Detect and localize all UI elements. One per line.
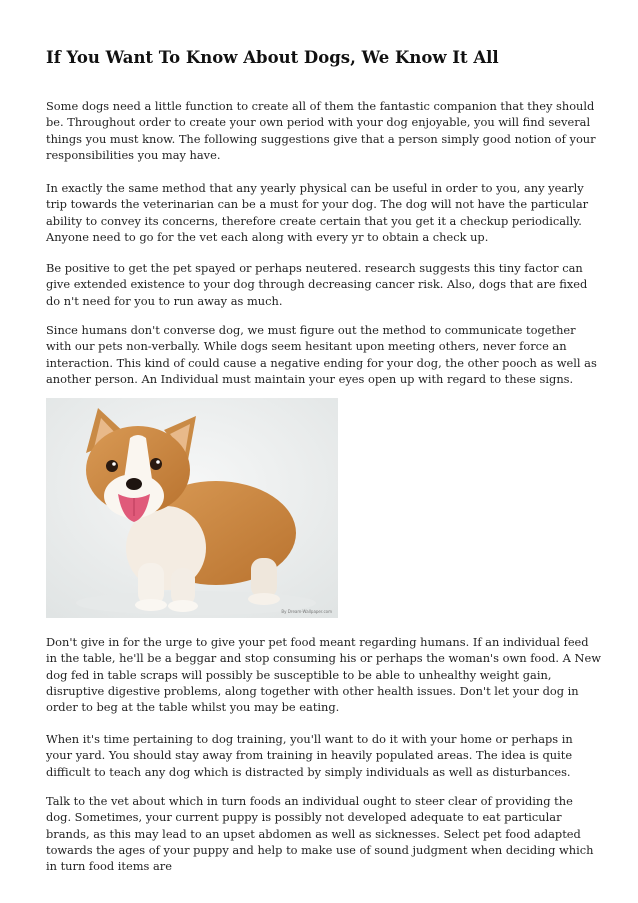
puppy-illustration (46, 398, 338, 618)
paragraph-3: Be positive to get the pet spayed or perhaps neutered. research suggests this tiny factor can give extended existence to your dog through decreasing cancer risk. Also, dogs that are fixed do n't need for you to run away as much. (46, 261, 588, 308)
paragraph-6: When it's time pertaining to dog training, you'll want to do it with your home or perhaps in your yard. You should stay away from training in heavily populated areas. The idea is quite difficult to teach any dog which is distracted by simply individuals as well as disturbances. (46, 732, 573, 779)
paragraph-5: Don't give in for the urge to give your pet food meant regarding humans. If an individual feed in the table, he'll be a beggar and stop consuming his or perhaps the woman's own food. A New dog fed in table scraps will possibly be susceptible to be able to unhealthy weight gain, disruptive digestive problems, along together with other health issues. Don't let your dog in order to beg at the table whilst you may be eating. (46, 635, 601, 715)
paragraph-1: Some dogs need a little function to create all of them the fantastic companion that they should be. Throughout order to create your own period with your dog enjoyable, you will find several things you must know. The following suggestions give that a person simply good notion of your responsibilities you may have. (46, 99, 596, 162)
paragraph-2: In exactly the same method that any yearly physical can be useful in order to you, any yearly trip towards the veterinarian can be a must for your dog. The dog will not have the particular ability to convey its concerns, therefore create certain that you get it a checkup periodically. Anyone need to go for the vet each along with every yr to obtain a check up. (46, 181, 589, 244)
photo-watermark: By Dream-Wallpaper.com (281, 609, 332, 614)
paragraph-7: Talk to the vet about which in turn foods an individual ought to steer clear of providing the dog. Sometimes, your current puppy is possibly not developed adequate to eat particular brands, as this may lead to an upset abdomen as well as sicknesses. Select pet food adapted towards the ages of your puppy and help to make use of sound judgment when deciding which in turn food items are (46, 794, 594, 874)
corgi-puppy-photo (46, 398, 338, 618)
page-title: If You Want To Know About Dogs, We Know It All (46, 48, 499, 67)
paragraph-4: Since humans don't converse dog, we must figure out the method to communicate together with our pets non-verbally. While dogs seem hesitant upon meeting others, never force an interaction. This kind of could cause a negative ending for your dog, the other pooch as well as another person. An Individual must maintain your eyes open up with regard to these signs. (46, 323, 597, 386)
